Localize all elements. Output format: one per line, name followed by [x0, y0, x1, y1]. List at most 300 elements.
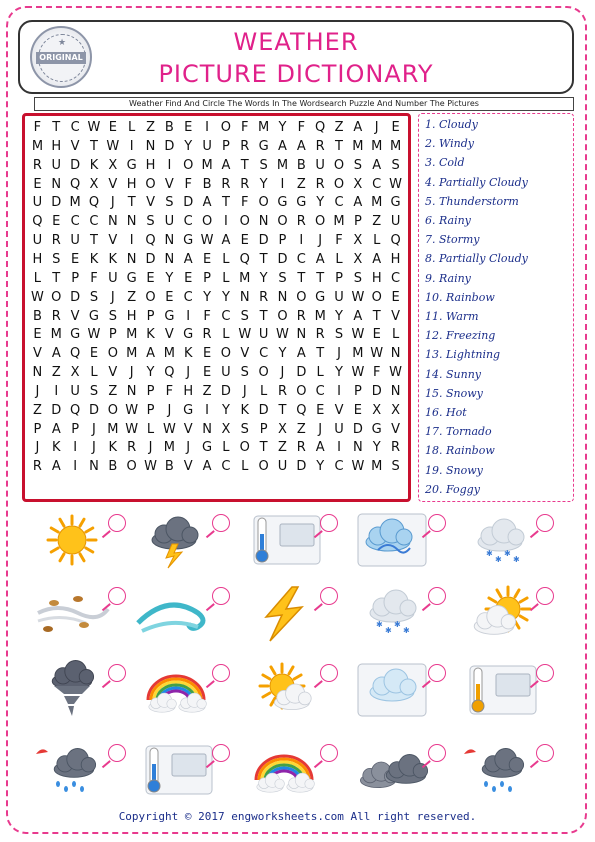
grid-letter[interactable]: Z — [372, 214, 382, 230]
grid-letter[interactable]: R — [259, 289, 269, 305]
grid-letter[interactable]: V — [391, 421, 401, 437]
grid-letter[interactable]: T — [335, 138, 343, 154]
grid-letter[interactable]: M — [352, 138, 364, 154]
grid-letter[interactable] — [311, 477, 330, 496]
grid-letter[interactable]: Y — [221, 402, 230, 418]
grid-letter[interactable]: Q — [32, 214, 43, 230]
grid-letter[interactable]: L — [335, 251, 343, 267]
grid-letter[interactable] — [28, 477, 47, 496]
grid-letter[interactable]: D — [88, 402, 99, 418]
grid-letter[interactable]: O — [258, 459, 269, 475]
grid-letter[interactable]: A — [221, 157, 231, 173]
number-answer-bubble[interactable] — [212, 744, 230, 762]
grid-letter[interactable]: Y — [372, 440, 381, 456]
grid-letter[interactable]: J — [167, 402, 172, 418]
grid-letter[interactable]: O — [145, 289, 156, 305]
grid-letter[interactable]: R — [296, 440, 306, 456]
grid-letter[interactable]: X — [372, 402, 382, 418]
grid-letter[interactable]: F — [184, 176, 192, 192]
grid-letter[interactable]: S — [278, 270, 287, 286]
grid-letter[interactable]: W — [351, 365, 365, 381]
grid-letter[interactable]: T — [52, 120, 61, 135]
grid-letter[interactable]: T — [221, 195, 230, 211]
grid-letter[interactable]: G — [183, 233, 194, 249]
grid-letter[interactable]: M — [163, 440, 175, 456]
grid-letter[interactable]: V — [164, 327, 174, 343]
grid-letter[interactable]: W — [144, 459, 157, 475]
grid-letter[interactable]: O — [51, 289, 62, 305]
grid-letter[interactable]: U — [32, 233, 43, 249]
grid-letter[interactable]: H — [126, 308, 137, 324]
grid-letter[interactable]: D — [70, 289, 81, 305]
grid-letter[interactable]: M — [352, 346, 364, 362]
grid-letter[interactable]: X — [278, 421, 287, 437]
grid-letter[interactable]: U — [334, 421, 344, 437]
grid-letter[interactable]: I — [186, 308, 191, 324]
grid-letter[interactable]: O — [145, 176, 156, 192]
grid-letter[interactable]: X — [221, 421, 231, 437]
grid-letter[interactable]: Z — [127, 289, 137, 305]
grid-letter[interactable]: U — [390, 214, 401, 230]
grid-letter[interactable]: M — [126, 346, 138, 362]
grid-letter[interactable]: G — [371, 421, 382, 437]
grid-letter[interactable]: E — [33, 327, 42, 343]
grid-letter[interactable]: V — [70, 138, 80, 154]
grid-letter[interactable]: E — [146, 270, 155, 286]
grid-letter[interactable]: A — [202, 195, 212, 211]
grid-letter[interactable]: E — [184, 270, 193, 286]
grid-letter[interactable]: I — [73, 440, 78, 456]
grid-letter[interactable]: U — [277, 459, 288, 475]
grid-letter[interactable]: V — [146, 195, 155, 211]
grid-letter[interactable]: Q — [88, 195, 100, 211]
grid-letter[interactable]: B — [296, 157, 306, 173]
grid-letter[interactable]: B — [164, 120, 174, 135]
grid-letter[interactable]: S — [89, 289, 99, 305]
grid-letter[interactable]: Y — [278, 120, 287, 135]
grid-letter[interactable]: R — [127, 440, 137, 456]
grid-letter[interactable]: C — [70, 120, 80, 135]
grid-letter[interactable]: A — [296, 138, 306, 154]
grid-letter[interactable]: D — [296, 459, 307, 475]
grid-letter[interactable]: Q — [315, 120, 326, 135]
grid-letter[interactable]: E — [108, 120, 117, 135]
grid-letter[interactable]: D — [51, 402, 62, 418]
grid-letter[interactable]: G — [315, 289, 326, 305]
grid-letter[interactable]: P — [353, 214, 362, 230]
grid-letter[interactable]: Q — [70, 176, 81, 192]
grid-letter[interactable]: R — [296, 214, 306, 230]
grid-letter[interactable]: D — [220, 383, 231, 399]
grid-letter[interactable]: J — [374, 120, 379, 135]
grid-letter[interactable]: M — [333, 214, 345, 230]
grid-letter[interactable]: O — [258, 195, 269, 211]
grid-letter[interactable]: T — [297, 270, 306, 286]
grid-letter[interactable]: R — [51, 308, 61, 324]
grid-letter[interactable]: R — [221, 176, 231, 192]
grid-letter[interactable]: A — [372, 251, 382, 267]
grid-letter[interactable]: N — [145, 138, 156, 154]
grid-letter[interactable]: S — [52, 251, 61, 267]
grid-letter[interactable]: N — [164, 251, 175, 267]
number-answer-bubble[interactable] — [428, 744, 446, 762]
number-answer-bubble[interactable] — [108, 514, 126, 532]
grid-letter[interactable]: P — [146, 308, 155, 324]
grid-letter[interactable]: K — [108, 251, 118, 267]
grid-letter[interactable]: X — [353, 176, 363, 192]
grid-letter[interactable]: H — [371, 270, 382, 286]
grid-letter[interactable]: K — [108, 440, 118, 456]
grid-letter[interactable]: A — [296, 346, 306, 362]
number-answer-bubble[interactable] — [320, 744, 338, 762]
grid-letter[interactable]: Z — [108, 383, 118, 399]
grid-letter[interactable]: H — [126, 176, 137, 192]
grid-letter[interactable]: Z — [334, 120, 344, 135]
grid-letter[interactable] — [273, 477, 292, 496]
grid-letter[interactable]: R — [32, 459, 42, 475]
grid-letter[interactable]: Z — [146, 120, 155, 135]
grid-letter[interactable]: K — [89, 251, 99, 267]
grid-letter[interactable]: E — [52, 214, 61, 230]
grid-letter[interactable]: I — [299, 233, 304, 249]
grid-letter[interactable]: U — [164, 214, 175, 230]
grid-letter[interactable]: F — [90, 270, 98, 286]
grid-letter[interactable]: O — [220, 120, 232, 135]
grid-letter[interactable]: T — [278, 402, 287, 418]
grid-letter[interactable]: D — [352, 421, 363, 437]
grid-letter[interactable]: P — [222, 138, 230, 154]
number-answer-bubble[interactable] — [212, 587, 230, 605]
grid-letter[interactable]: T — [259, 440, 268, 456]
grid-letter[interactable]: O — [239, 214, 250, 230]
grid-letter[interactable]: S — [353, 157, 362, 173]
number-answer-bubble[interactable] — [536, 587, 554, 605]
grid-letter[interactable]: J — [280, 365, 285, 381]
grid-letter[interactable]: M — [371, 459, 383, 475]
grid-letter[interactable]: J — [337, 346, 341, 362]
grid-letter[interactable]: V — [183, 421, 193, 437]
grid-letter[interactable]: Q — [164, 365, 175, 381]
grid-letter[interactable]: M — [201, 157, 213, 173]
grid-letter[interactable]: G — [126, 157, 137, 173]
grid-letter[interactable]: S — [240, 421, 249, 437]
grid-letter[interactable]: X — [391, 402, 401, 418]
grid-letter[interactable]: I — [280, 176, 285, 192]
grid-letter[interactable]: F — [297, 120, 306, 135]
grid-letter[interactable]: N — [390, 346, 401, 362]
grid-letter[interactable]: I — [205, 402, 209, 418]
number-answer-bubble[interactable] — [428, 664, 446, 682]
grid-letter[interactable]: W — [30, 289, 44, 305]
grid-letter[interactable]: C — [70, 214, 80, 230]
grid-letter[interactable]: H — [32, 251, 43, 267]
grid-letter[interactable]: Q — [70, 346, 81, 362]
grid-letter[interactable]: P — [278, 233, 287, 249]
grid-letter[interactable]: U — [258, 327, 269, 343]
grid-letter[interactable]: M — [371, 138, 383, 154]
grid-letter[interactable] — [254, 477, 273, 496]
grid-letter[interactable]: J — [186, 365, 191, 381]
grid-letter[interactable] — [235, 477, 254, 496]
grid-letter[interactable] — [330, 477, 349, 496]
grid-letter[interactable]: Y — [184, 138, 193, 154]
grid-letter[interactable]: G — [390, 195, 401, 211]
grid-letter[interactable]: O — [333, 157, 345, 173]
grid-letter[interactable]: T — [372, 308, 381, 324]
grid-letter[interactable]: V — [108, 233, 118, 249]
number-answer-bubble[interactable] — [536, 664, 554, 682]
grid-letter[interactable]: I — [337, 440, 341, 456]
grid-letter[interactable]: M — [276, 157, 289, 173]
number-answer-bubble[interactable] — [320, 514, 338, 532]
grid-letter[interactable]: C — [334, 195, 344, 211]
grid-letter[interactable]: Z — [51, 365, 61, 381]
grid-letter[interactable]: A — [202, 459, 212, 475]
grid-letter[interactable]: G — [258, 138, 269, 154]
grid-letter[interactable]: T — [89, 138, 98, 154]
grid-letter[interactable] — [85, 477, 104, 496]
grid-letter[interactable]: E — [33, 176, 42, 192]
grid-letter[interactable] — [141, 477, 160, 496]
grid-letter[interactable]: X — [353, 233, 363, 249]
grid-letter[interactable]: C — [89, 214, 99, 230]
grid-letter[interactable]: A — [278, 138, 287, 154]
grid-letter[interactable]: L — [128, 120, 136, 135]
grid-letter[interactable]: P — [146, 402, 155, 418]
grid-letter[interactable]: A — [372, 157, 382, 173]
grid-letter[interactable]: E — [202, 251, 212, 267]
grid-letter[interactable]: O — [220, 346, 232, 362]
grid-letter[interactable]: I — [205, 120, 209, 135]
grid-letter[interactable]: W — [87, 120, 101, 135]
grid-letter[interactable]: N — [32, 365, 43, 381]
grid-letter[interactable]: Y — [165, 270, 174, 286]
grid-letter[interactable]: N — [51, 176, 62, 192]
grid-letter[interactable]: D — [183, 195, 194, 211]
grid-letter[interactable]: W — [389, 176, 402, 192]
grid-letter[interactable]: P — [353, 383, 362, 399]
grid-letter[interactable]: O — [277, 214, 288, 230]
number-answer-bubble[interactable] — [212, 514, 230, 532]
grid-letter[interactable]: V — [108, 365, 118, 381]
grid-letter[interactable]: E — [71, 251, 80, 267]
grid-letter[interactable]: J — [318, 421, 323, 437]
grid-letter[interactable]: Z — [296, 421, 306, 437]
grid-letter[interactable]: N — [296, 327, 307, 343]
grid-letter[interactable]: V — [391, 308, 401, 324]
grid-letter[interactable]: B — [108, 459, 118, 475]
grid-letter[interactable]: T — [259, 308, 268, 324]
grid-letter[interactable]: R — [51, 233, 61, 249]
grid-letter[interactable]: G — [277, 195, 288, 211]
grid-letter[interactable]: M — [371, 195, 383, 211]
grid-letter[interactable]: Y — [259, 176, 268, 192]
grid-letter[interactable]: F — [241, 195, 249, 211]
grid-letter[interactable]: N — [277, 289, 288, 305]
grid-letter[interactable]: G — [183, 402, 194, 418]
number-answer-bubble[interactable] — [108, 664, 126, 682]
grid-letter[interactable]: T — [52, 270, 61, 286]
grid-letter[interactable]: Z — [278, 440, 287, 456]
grid-letter[interactable]: L — [391, 327, 400, 343]
grid-letter[interactable]: W — [351, 289, 365, 305]
grid-letter[interactable]: A — [315, 251, 325, 267]
grid-letter[interactable] — [103, 477, 122, 496]
grid-letter[interactable] — [217, 477, 236, 496]
grid-letter[interactable]: C — [259, 346, 269, 362]
grid-letter[interactable]: F — [241, 120, 249, 135]
grid-letter[interactable]: A — [183, 251, 193, 267]
grid-letter[interactable]: L — [222, 251, 230, 267]
grid-letter[interactable]: T — [259, 251, 268, 267]
grid-letter[interactable]: O — [333, 176, 345, 192]
grid-letter[interactable]: C — [315, 383, 325, 399]
grid-letter[interactable] — [47, 477, 66, 496]
grid-letter[interactable]: G — [296, 195, 307, 211]
grid-letter[interactable]: R — [315, 138, 325, 154]
grid-letter[interactable]: L — [33, 270, 42, 286]
grid-letter[interactable]: Y — [259, 270, 268, 286]
grid-letter[interactable]: E — [165, 289, 174, 305]
grid-letter[interactable]: S — [334, 327, 344, 343]
grid-letter[interactable]: Q — [70, 402, 81, 418]
grid-letter[interactable]: J — [129, 365, 134, 381]
number-answer-bubble[interactable] — [320, 664, 338, 682]
number-answer-bubble[interactable] — [428, 514, 446, 532]
grid-letter[interactable] — [179, 477, 198, 496]
grid-letter[interactable]: O — [296, 289, 307, 305]
grid-letter[interactable]: I — [337, 383, 341, 399]
grid-letter[interactable]: G — [88, 308, 99, 324]
grid-letter[interactable] — [386, 477, 405, 496]
grid-letter[interactable]: X — [70, 365, 80, 381]
grid-letter[interactable]: R — [32, 157, 42, 173]
grid-letter[interactable]: N — [390, 383, 401, 399]
grid-letter[interactable]: M — [50, 327, 62, 343]
grid-letter[interactable]: C — [296, 251, 306, 267]
grid-letter[interactable]: I — [167, 157, 172, 173]
grid-letter[interactable]: B — [164, 459, 174, 475]
grid-letter[interactable]: U — [70, 233, 80, 249]
grid-letter[interactable]: E — [391, 120, 400, 135]
grid-letter[interactable] — [348, 477, 367, 496]
grid-letter[interactable]: A — [51, 346, 61, 362]
grid-letter[interactable]: V — [108, 176, 118, 192]
grid-letter[interactable]: O — [201, 214, 213, 230]
grid-letter[interactable]: L — [222, 270, 230, 286]
grid-letter[interactable]: U — [108, 270, 118, 286]
grid-letter[interactable]: U — [315, 157, 325, 173]
grid-letter[interactable]: G — [183, 327, 194, 343]
grid-letter[interactable]: K — [52, 440, 61, 456]
grid-letter[interactable]: L — [259, 383, 268, 399]
grid-letter[interactable]: C — [391, 270, 401, 286]
grid-letter[interactable]: R — [277, 383, 287, 399]
grid-letter[interactable]: O — [258, 365, 269, 381]
grid-letter[interactable]: N — [353, 440, 363, 456]
grid-letter[interactable]: P — [203, 270, 211, 286]
grid-letter[interactable]: H — [51, 138, 62, 154]
grid-letter[interactable]: S — [240, 308, 249, 324]
grid-letter[interactable] — [292, 477, 311, 496]
grid-letter[interactable]: V — [32, 346, 42, 362]
grid-letter[interactable]: P — [71, 270, 80, 286]
grid-letter[interactable]: N — [89, 459, 99, 475]
grid-letter[interactable] — [367, 477, 386, 496]
grid-letter[interactable]: H — [183, 383, 194, 399]
grid-letter[interactable]: W — [200, 233, 214, 249]
grid-letter[interactable]: P — [259, 421, 268, 437]
grid-letter[interactable]: F — [372, 365, 381, 381]
grid-letter[interactable]: G — [70, 327, 81, 343]
grid-letter[interactable]: W — [276, 327, 289, 343]
grid-letter[interactable]: N — [258, 214, 269, 230]
grid-letter[interactable]: Y — [335, 308, 343, 324]
grid-letter[interactable]: L — [90, 365, 98, 381]
grid-letter[interactable]: T — [89, 233, 98, 249]
grid-letter[interactable]: I — [54, 383, 59, 399]
grid-letter[interactable]: W — [125, 402, 139, 418]
grid-letter[interactable]: E — [202, 365, 212, 381]
grid-letter[interactable]: Z — [296, 176, 306, 192]
grid-letter[interactable]: I — [129, 233, 134, 249]
grid-letter[interactable]: F — [335, 233, 343, 249]
grid-letter[interactable]: J — [242, 383, 247, 399]
grid-letter[interactable]: M — [389, 138, 402, 154]
grid-letter[interactable]: O — [183, 157, 194, 173]
grid-letter[interactable]: Q — [296, 402, 307, 418]
grid-letter[interactable]: S — [108, 308, 117, 324]
grid-letter[interactable]: N — [239, 289, 250, 305]
grid-letter[interactable]: M — [163, 346, 175, 362]
grid-letter[interactable]: Y — [221, 289, 230, 305]
grid-letter[interactable]: Q — [145, 233, 156, 249]
grid-letter[interactable]: D — [258, 402, 269, 418]
grid-letter[interactable]: L — [222, 327, 230, 343]
grid-letter[interactable]: M — [107, 421, 119, 437]
grid-letter[interactable]: A — [353, 120, 363, 135]
grid-letter[interactable]: N — [107, 214, 118, 230]
grid-letter[interactable]: E — [202, 346, 212, 362]
number-answer-bubble[interactable] — [536, 744, 554, 762]
grid-letter[interactable]: L — [146, 421, 155, 437]
grid-letter[interactable]: F — [33, 120, 42, 135]
grid-letter[interactable]: W — [238, 327, 252, 343]
grid-letter[interactable]: M — [31, 138, 44, 154]
grid-letter[interactable]: V — [240, 346, 250, 362]
grid-letter[interactable]: A — [353, 195, 363, 211]
grid-letter[interactable]: R — [315, 327, 325, 343]
grid-letter[interactable]: R — [240, 176, 250, 192]
grid-letter[interactable]: E — [391, 289, 400, 305]
grid-letter[interactable]: Q — [390, 233, 401, 249]
grid-letter[interactable]: J — [186, 440, 191, 456]
grid-letter[interactable]: Y — [146, 365, 155, 381]
grid-letter[interactable]: W — [162, 421, 176, 437]
grid-letter[interactable]: N — [126, 214, 137, 230]
grid-letter[interactable]: G — [202, 440, 213, 456]
grid-letter[interactable]: U — [70, 383, 80, 399]
grid-letter[interactable]: L — [373, 233, 381, 249]
grid-letter[interactable]: C — [334, 459, 344, 475]
grid-letter[interactable]: C — [221, 308, 231, 324]
grid-letter[interactable] — [160, 477, 179, 496]
grid-letter[interactable]: J — [110, 195, 115, 211]
number-answer-bubble[interactable] — [212, 664, 230, 682]
grid-letter[interactable]: D — [277, 251, 288, 267]
grid-letter[interactable]: J — [110, 289, 115, 305]
grid-letter[interactable]: J — [35, 440, 40, 456]
